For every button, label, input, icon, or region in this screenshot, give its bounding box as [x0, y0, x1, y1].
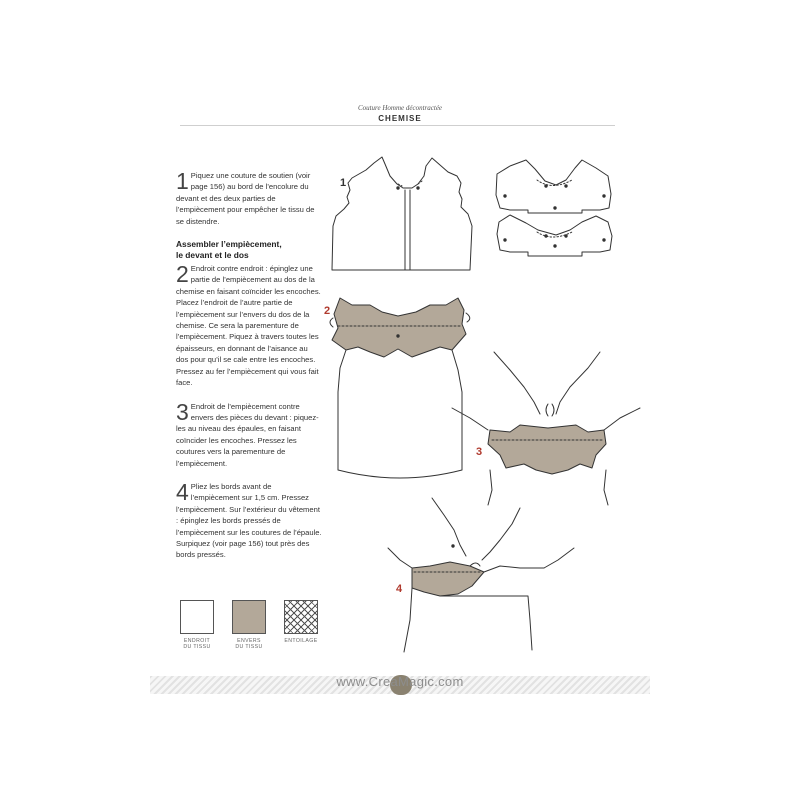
figure-2-back-with-yoke	[324, 298, 470, 478]
running-header-series: Couture Homme décontractée	[357, 104, 443, 112]
step-text: Endroit contre endroit : épinglez une partie de l’empiècement au dos de la chemise en faisant coïncider les encoches. Placez l’endroit de l’autre partie de l’empiècement sur l’envers du dos de la chemise. Ce sera la parementure de l’empiècement. Piquez à travers toutes les épaisseurs, en donnant de l’aisance au dos pour qu’il se cale entre les encoches. Pressez au fer l’empiècement qui vous fait face.	[176, 264, 321, 388]
figure-4-number: 4	[396, 583, 403, 595]
figure-4-topstitching	[388, 498, 574, 652]
figure-1-number: 1	[340, 177, 347, 189]
step-number: 1	[176, 168, 189, 194]
step-text: Endroit de l’empiècement contre envers des pièces du devant : piquez-les au niveau des épaules, en faisant coïncider les encoches. Pressez les coutures vers la parementure de l’empiècement.	[176, 401, 319, 468]
legend-label: ENTOILAGE	[284, 638, 318, 644]
figure-2-number: 2	[324, 305, 331, 317]
running-header-title: CHEMISE	[378, 114, 422, 123]
legend-label: ENVERS DU TISSU	[235, 638, 263, 650]
step-number: 3	[176, 398, 189, 425]
step-text: Piquez une couture de soutien (voir page 156) au bord de l’encolure du devant et des deux parties de l’empiècement pour empêcher le tissu de se distendre.	[176, 171, 315, 226]
step-number: 4	[176, 478, 189, 505]
figure-3-number: 3	[476, 446, 483, 458]
watermark-text: www.CreaMagic.com	[336, 674, 464, 689]
figure-3-shoulder-seams	[452, 352, 640, 505]
legend-label: ENDROIT DU TISSU	[183, 638, 211, 650]
figure-1-yoke-pieces	[496, 160, 612, 256]
subheading-line-1: Assembler l’empiècement,	[176, 239, 282, 250]
figure-1-shirt-front	[332, 157, 472, 270]
subheading-line-2: le devant et le dos	[176, 250, 249, 261]
step-number: 2	[176, 261, 189, 288]
step-text: Pliez les bords avant de l’empiècement sur 1,5 cm. Pressez l’empiècement. Sur l’extérieur du vêtement : épinglez les bords pressés de l’empiècement sur les coutures de l’épaule. Surpiquez (voir page 156) tout près des bords pressés.	[176, 481, 322, 560]
